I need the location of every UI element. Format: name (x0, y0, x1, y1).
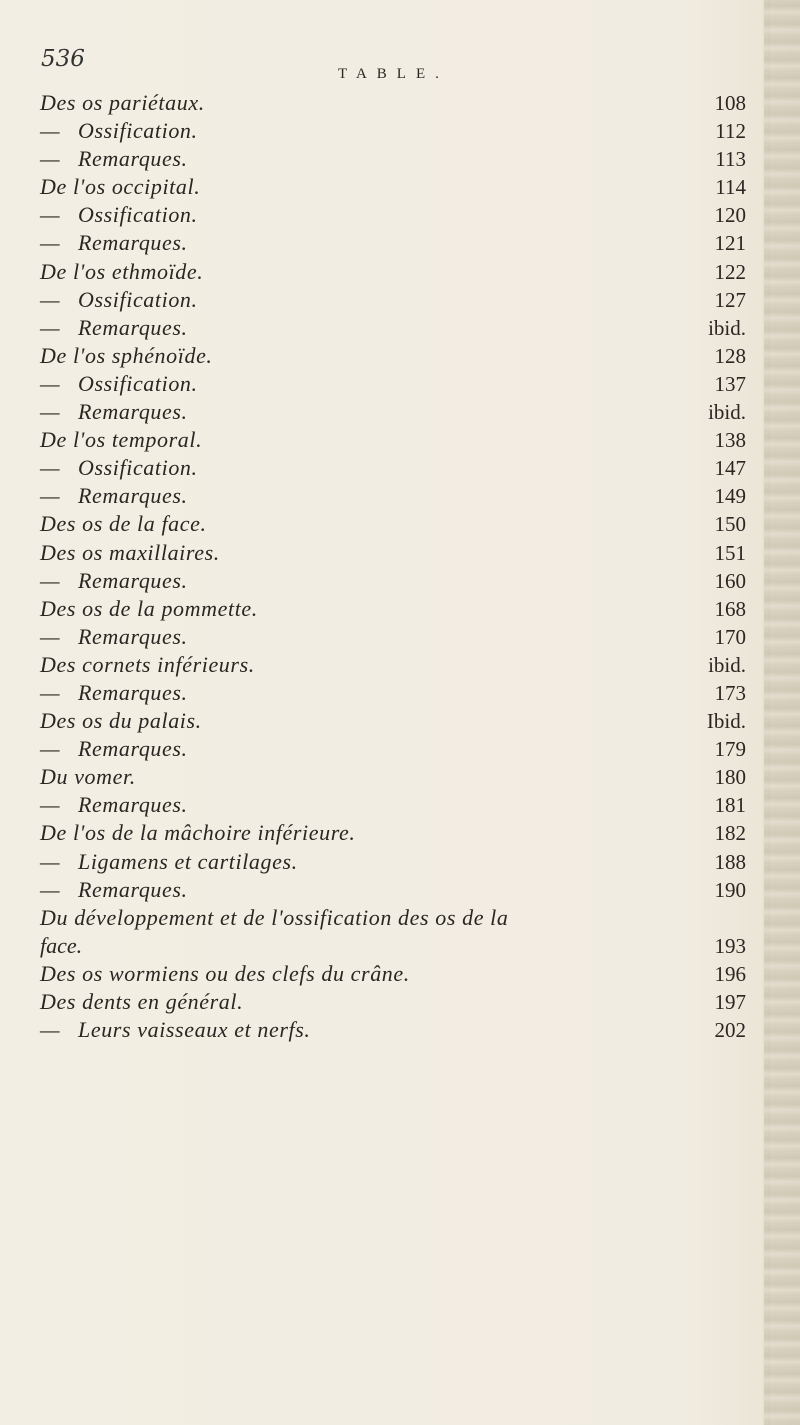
entry-page-number: 121 (714, 231, 746, 256)
entry-dash: — (40, 567, 61, 593)
entry-title-text: Des os du palais. (40, 708, 202, 734)
table-of-contents (40, 89, 746, 1044)
entry-dash: — (40, 736, 61, 762)
entry-title (40, 117, 198, 145)
entry-title-text: Remarques. (78, 230, 188, 256)
toc-entry (40, 988, 746, 1016)
entry-title-text: Des os de la face. (40, 511, 207, 537)
entry-dash: — (40, 623, 61, 649)
entry-title (40, 988, 243, 1016)
toc-entry (40, 819, 746, 847)
entry-title-text: Du vomer. (40, 764, 136, 790)
entry-page-number: 168 (714, 596, 746, 621)
entry-title (40, 791, 188, 819)
toc-entry (40, 876, 746, 904)
toc-entry (40, 342, 746, 370)
toc-entry (40, 117, 746, 145)
page-number: 536 (41, 46, 85, 72)
entry-dash: — (40, 230, 61, 256)
entry-title-text: Des os wormiens ou des clefs du crâne. (40, 960, 410, 986)
entry-title-text: Leurs vaisseaux et nerfs. (78, 1016, 311, 1042)
entry-dash: — (40, 876, 61, 902)
entry-page-number: 170 (714, 624, 746, 649)
entry-title (40, 679, 188, 707)
entry-title (40, 960, 410, 988)
toc-entry (40, 314, 746, 342)
entry-title (40, 342, 213, 370)
entry-page-number: ibid. (708, 652, 746, 677)
toc-entry (40, 173, 746, 201)
entry-title-text: Ossification. (78, 370, 198, 396)
toc-entry (40, 286, 746, 314)
entry-page-number: 127 (714, 287, 746, 312)
toc-entry (40, 370, 746, 398)
entry-title (40, 595, 258, 623)
entry-title (40, 819, 356, 847)
entry-title-text: Remarques. (78, 876, 188, 902)
entry-list (40, 89, 746, 904)
entry-dash: — (40, 399, 61, 425)
entry-title (40, 510, 207, 538)
entry-page-number: 108 (714, 91, 746, 115)
toc-entry (40, 454, 746, 482)
entry-page-number: 151 (714, 540, 746, 565)
entry-page-number: 202 (714, 1017, 746, 1042)
entry-page-number: 147 (714, 456, 746, 481)
entry-page-number: 122 (714, 259, 746, 284)
toc-entry (40, 763, 746, 791)
toc-entry (40, 426, 746, 454)
toc-entry (40, 595, 746, 623)
toc-entry (40, 229, 746, 257)
entry-title-text: Ossification. (78, 202, 198, 228)
entry-title (40, 454, 198, 482)
toc-entry-long (40, 904, 746, 960)
toc-entry (40, 398, 746, 426)
entry-title (40, 229, 188, 257)
entry-title-text: Remarques. (78, 146, 188, 172)
entry-title-text: Remarques. (78, 567, 188, 593)
entry-title-text: De l'os ethmoïde. (40, 258, 204, 284)
entry-page-number: 173 (714, 680, 746, 705)
entry-title-text: Remarques. (78, 399, 188, 425)
entry-title (40, 623, 188, 651)
toc-entry (40, 482, 746, 510)
entry-title (40, 1016, 311, 1044)
entry-title (40, 735, 188, 763)
entry-dash: — (40, 202, 61, 228)
entry-page-number: 149 (714, 484, 746, 509)
entry-page-number: 196 (714, 961, 746, 986)
entry-title (40, 89, 205, 117)
entry-page-number: 179 (714, 737, 746, 762)
entry-title (40, 426, 202, 454)
entry-title-text: Des os pariétaux. (40, 90, 205, 115)
entry-page-number: 197 (714, 989, 746, 1014)
entry-page-number: 114 (715, 175, 746, 200)
entry-title-text: Remarques. (78, 483, 188, 509)
running-head: TABLE. (338, 66, 449, 82)
entry-title-continuation: face. (40, 932, 83, 958)
toc-entry (40, 707, 746, 735)
entry-dash: — (40, 483, 61, 509)
toc-entry (40, 258, 746, 286)
toc-entry (40, 651, 746, 679)
entry-title (40, 567, 188, 595)
entry-dash: — (40, 286, 61, 312)
entry-title (40, 201, 198, 229)
entry-dash: — (40, 370, 61, 396)
entry-title-text: Des dents en général. (40, 988, 244, 1014)
entry-title (40, 370, 198, 398)
entry-dash: — (40, 455, 61, 481)
entry-page-number: 138 (714, 428, 746, 453)
entry-title-text: De l'os sphénoïde. (40, 342, 213, 368)
entry-page-number: 181 (714, 793, 746, 818)
entry-page-number: 160 (714, 568, 746, 593)
toc-entry (40, 89, 746, 117)
entry-title-text: De l'os occipital. (40, 174, 201, 200)
entry-title (40, 651, 255, 679)
entry-title-text: Remarques. (78, 792, 188, 818)
entry-title-text: Ossification. (78, 455, 198, 481)
entry-page-number: 188 (714, 849, 746, 874)
entry-dash: — (40, 848, 61, 874)
entry-page-number: 193 (714, 933, 746, 958)
toc-entry (40, 145, 746, 173)
entry-dash: — (40, 146, 61, 172)
entry-title (40, 876, 188, 904)
toc-entry (40, 735, 746, 763)
entry-title (40, 145, 188, 173)
toc-entry (40, 567, 746, 595)
entry-page-number: 128 (714, 343, 746, 368)
page-edge (764, 0, 800, 1425)
entry-dash: — (40, 118, 61, 144)
entry-title-text: Remarques. (78, 623, 188, 649)
entry-list-tail (40, 960, 746, 1044)
toc-entry (40, 960, 746, 988)
entry-title-text: Remarques. (78, 314, 188, 340)
entry-page-number: Ibid. (706, 709, 746, 734)
entry-page-number: ibid. (708, 400, 746, 425)
entry-page-number: 182 (714, 821, 746, 846)
entry-page-number: 112 (715, 119, 746, 144)
toc-entry (40, 791, 746, 819)
entry-dash: — (40, 792, 61, 818)
toc-entry (40, 1016, 746, 1044)
entry-title-text: Ossification. (78, 286, 198, 312)
entry-title: Du développement et de l'ossification des os de la (40, 904, 509, 930)
toc-entry (40, 679, 746, 707)
entry-dash: — (40, 679, 61, 705)
toc-entry (40, 623, 746, 651)
entry-page-number: ibid. (708, 315, 746, 340)
entry-title (40, 707, 202, 735)
entry-title-text: Remarques. (78, 736, 188, 762)
entry-title (40, 398, 188, 426)
entry-title-text: De l'os de la mâchoire inférieure. (40, 820, 356, 846)
toc-entry (40, 848, 746, 876)
entry-title (40, 314, 188, 342)
entry-page-number: 150 (714, 512, 746, 537)
entry-title (40, 539, 220, 567)
entry-title-text: Remarques. (78, 679, 188, 705)
entry-page-number: 190 (714, 877, 746, 902)
entry-dash: — (40, 1016, 61, 1042)
entry-title-text: Ossification. (78, 118, 198, 144)
entry-title-text: Des os de la pommette. (40, 595, 258, 621)
entry-title (40, 173, 200, 201)
entry-title (40, 482, 188, 510)
toc-entry (40, 510, 746, 538)
entry-title (40, 763, 136, 791)
entry-title (40, 258, 203, 286)
entry-page-number: 137 (714, 371, 746, 396)
entry-title-text: Des os maxillaires. (40, 539, 220, 565)
entry-page-number: 113 (715, 147, 746, 172)
entry-page-number: 180 (714, 765, 746, 790)
entry-title (40, 286, 198, 314)
entry-title-text: Ligamens et cartilages. (78, 848, 298, 874)
entry-title (40, 848, 298, 876)
toc-entry (40, 201, 746, 229)
entry-page-number: 120 (714, 203, 746, 228)
entry-title-text: De l'os temporal. (40, 427, 203, 453)
entry-dash: — (40, 314, 61, 340)
entry-title-text: Des cornets inférieurs. (40, 651, 255, 677)
toc-entry (40, 539, 746, 567)
